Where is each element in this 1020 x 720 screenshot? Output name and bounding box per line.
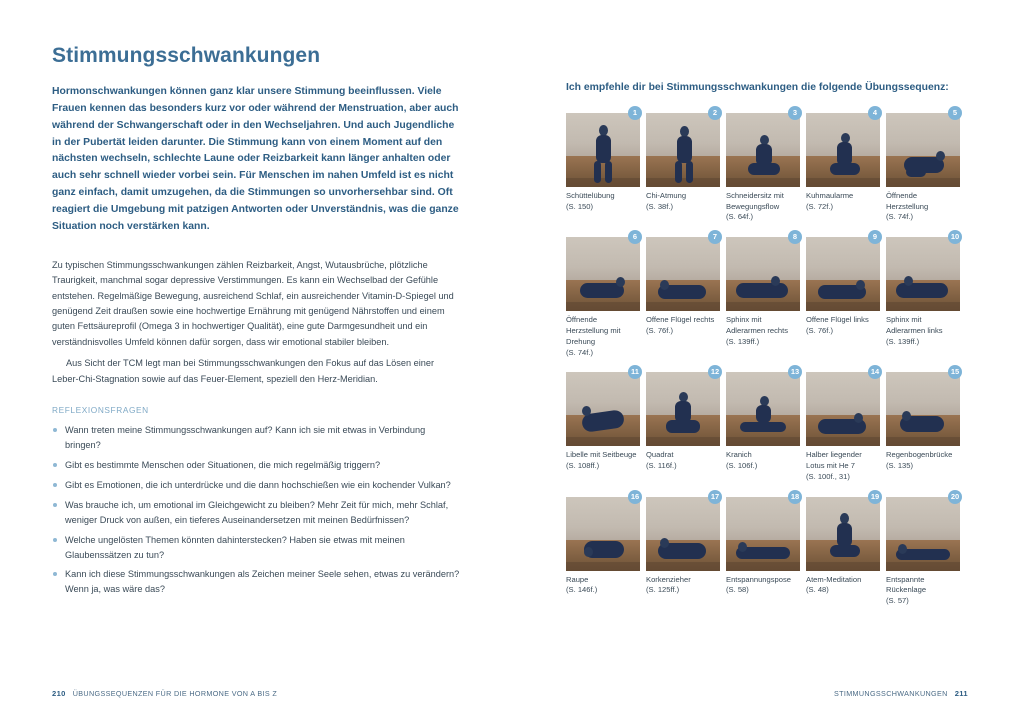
exercise-page-ref: (S. 76f.) — [806, 325, 834, 335]
exercise-number-badge: 3 — [788, 106, 802, 120]
exercise-page-ref: (S. 72f.) — [806, 201, 834, 211]
exercise-number-badge: 17 — [708, 490, 722, 504]
exercise-name: Atem-Meditation — [806, 574, 862, 584]
exercise-page-ref: (S. 57) — [886, 596, 909, 606]
exercise-caption — [646, 450, 720, 472]
exercise-number-badge: 12 — [708, 365, 722, 379]
exercise-thumbnail — [726, 367, 800, 446]
exercise-name: Raupe — [566, 574, 589, 584]
page-title: Stimmungsschwankungen — [52, 44, 321, 67]
exercise-caption — [566, 575, 640, 597]
exercise-page-ref: (S. 100f., 31) — [806, 471, 850, 481]
exercise-caption — [566, 450, 640, 472]
exercise-item — [806, 491, 886, 607]
exercise-thumbnail — [566, 232, 640, 311]
exercise-number-badge: 13 — [788, 365, 802, 379]
exercise-number-badge: 6 — [628, 230, 642, 244]
exercise-name: Kranich — [726, 450, 752, 460]
exercise-item — [806, 232, 886, 358]
exercise-item — [566, 232, 646, 358]
list-item: Welche ungelösten Themen könnten dahinterstecken? Haben sie etwas mit meinen Glaubenssätzen zu tun? — [52, 533, 462, 563]
exercise-caption — [806, 315, 880, 337]
exercise-item — [726, 107, 806, 223]
exercise-item — [886, 107, 966, 223]
exercise-page-ref: (S. 146f.) — [566, 585, 598, 595]
exercise-row — [566, 491, 966, 615]
exercise-name: Schüttelübung — [566, 190, 615, 200]
exercise-thumbnail — [566, 367, 640, 446]
exercise-name: Öffnende Herzstellung mit Drehung — [566, 315, 621, 346]
exercise-name: Sphinx mit Adlerarmen links — [886, 315, 943, 335]
exercise-number-badge: 5 — [948, 106, 962, 120]
exercise-number-badge: 2 — [708, 106, 722, 120]
exercise-page-ref: (S. 48) — [806, 585, 829, 595]
exercise-page-ref: (S. 116f.) — [646, 461, 677, 471]
exercise-item — [646, 232, 726, 358]
exercise-thumbnail — [886, 107, 960, 187]
footer-left — [52, 689, 277, 698]
exercise-number-badge: 8 — [788, 230, 802, 244]
exercise-item — [886, 367, 966, 482]
exercise-page-ref: (S. 74f.) — [566, 347, 594, 357]
exercise-number-badge: 15 — [948, 365, 962, 379]
exercise-number-badge: 11 — [628, 365, 642, 379]
exercise-number-badge: 7 — [708, 230, 722, 244]
exercise-name: Quadrat — [646, 450, 674, 460]
exercise-thumbnail — [886, 367, 960, 446]
exercise-caption — [886, 315, 960, 347]
exercise-thumbnail — [806, 107, 880, 187]
exercise-caption — [726, 575, 800, 597]
exercise-caption — [726, 191, 800, 223]
exercise-page-ref: (S. 135) — [886, 461, 914, 471]
exercise-item — [806, 367, 886, 482]
exercise-name: Offene Flügel links — [806, 315, 869, 325]
exercise-row — [566, 367, 966, 490]
lead-paragraph: Hormonschwankungen können ganz klar unsere Stimmung beeinflussen. Viele Frauen kennen das besonders kurz vor oder während der Menstruation, aber auch während der Schwangerschaft oder in den Wechseljahren. Und auch Jugendliche in der Pubertät leiden darunter. Die Stimmung kann von einem Moment auf den nächsten wechseln, schlechte Laune oder Reizbarkeit kann länger anhalten oder auch sehr schnell wieder vorbei sein. Für Menschen im nahen Umfeld ist es nicht ganz einfach, damit umzugehen, da die Stimmungen so unvorhersehbar sind. Oft reagiert die Umgebung mit patzigen Antworten oder Unverständnis, was die ganze Situation noch verstärken kann. — [52, 86, 459, 232]
exercise-number-badge: 14 — [868, 365, 882, 379]
sequence-intro: Ich empfehle dir bei Stimmungsschwankungen die folgende Übungssequenz: — [566, 82, 949, 93]
body-paragraph-2: Aus Sicht der TCM legt man bei Stimmungsschwankungen den Fokus auf das Lösen einer Leber-Chi-Stagnation sowie auf das Feuer-Element, speziell den Herz-Meridian. — [52, 358, 435, 384]
exercise-page-ref: (S. 108ff.) — [566, 461, 600, 471]
exercise-caption — [726, 450, 800, 472]
list-item: Gibt es Emotionen, die ich unterdrücke und die dann hochschießen wie ein kochender Vulkan? — [52, 478, 462, 493]
exercise-caption — [646, 575, 720, 597]
exercise-thumbnail — [646, 367, 720, 446]
exercise-caption — [646, 191, 720, 213]
exercise-page-ref: (S. 58) — [726, 585, 749, 595]
reflection-section-label: REFLEXIONSFRAGEN — [52, 405, 149, 416]
exercise-number-badge: 16 — [628, 490, 642, 504]
exercise-name: Entspannungspose — [726, 574, 792, 584]
exercise-caption — [726, 315, 800, 347]
exercise-page-ref: (S. 125ff.) — [646, 585, 680, 595]
list-item: Kann ich diese Stimmungsschwankungen als Zeichen meiner Seele sehen, etwas zu verändern? Wenn ja, was wäre das? — [52, 567, 462, 597]
list-item: Gibt es bestimmte Menschen oder Situationen, die mich regelmäßig triggern? — [52, 458, 462, 473]
exercise-item — [566, 367, 646, 482]
exercise-thumbnail — [806, 232, 880, 311]
exercise-name: Regenbogenbrücke — [886, 450, 953, 460]
exercise-caption — [806, 450, 880, 482]
exercise-thumbnail — [566, 107, 640, 187]
exercise-number-badge: 9 — [868, 230, 882, 244]
exercise-page-ref: (S. 150) — [566, 201, 594, 211]
exercise-caption — [806, 191, 880, 213]
exercise-number-badge: 19 — [868, 490, 882, 504]
exercise-page-ref: (S. 74f.) — [886, 212, 914, 222]
exercise-name: Libelle mit Seitbeuge — [566, 450, 637, 460]
exercise-thumbnail — [806, 367, 880, 446]
right-column — [566, 80, 966, 621]
body-paragraph-1: Zu typischen Stimmungsschwankungen zählen Reizbarkeit, Angst, Wutausbrüche, plötzliche Traurigkeit, manchmal sogar depressive Verstimmungen. Es kann ein Wechselbad der Gefühle entstehen. Regelmäßige Bewegung, ausreichend Schlaf, ein ausreichender Vitamin-D-Spiegel und genügend Zeit draußen sowie eine hochwertige Ernährung mit genügend Nährstoffen und einem guten Fettsäureprofil (Omega 3 in hochwertiger Qualität), eine gute Darmgesundheit und ein verständnisvolles Umfeld können dafür sorgen, dass wir emotional stabiler bleiben. — [52, 259, 454, 347]
exercise-item — [886, 232, 966, 358]
exercise-caption — [886, 575, 960, 607]
exercise-page-ref: (S. 76f.) — [646, 325, 674, 335]
exercise-thumbnail — [726, 232, 800, 311]
exercise-item — [566, 491, 646, 607]
exercise-caption — [566, 191, 640, 213]
exercise-page-ref: (S. 139ff.) — [726, 336, 760, 346]
exercise-caption — [646, 315, 720, 337]
exercise-thumbnail — [806, 491, 880, 571]
exercise-thumbnail — [886, 491, 960, 571]
exercise-number-badge: 10 — [948, 230, 962, 244]
list-item: Wann treten meine Stimmungsschwankungen auf? Kann ich sie mit etwas in Verbindung bringen? — [52, 423, 462, 453]
exercise-row — [566, 107, 966, 231]
exercise-name: Sphinx mit Adlerarmen rechts — [726, 315, 789, 335]
exercise-item — [726, 232, 806, 358]
exercise-number-badge: 1 — [628, 106, 642, 120]
exercise-name: Schneidersitz mit Bewegungsflow — [726, 190, 784, 211]
exercise-name: Offene Flügel rechts — [646, 315, 715, 325]
exercise-item — [646, 491, 726, 607]
exercise-item — [726, 367, 806, 482]
page-number-right: 211 — [954, 689, 968, 698]
exercise-page-ref: (S. 64f.) — [726, 212, 754, 222]
exercise-name: Korkenzieher — [646, 574, 691, 584]
exercise-thumbnail — [726, 107, 800, 187]
exercise-name: Öffnende Herzstellung — [886, 190, 929, 211]
left-column — [52, 44, 462, 602]
exercise-row — [566, 232, 966, 366]
exercise-item — [566, 107, 646, 223]
footer-right-text: STIMMUNGSSCHWANKUNGEN — [833, 689, 948, 698]
exercise-number-badge: 20 — [948, 490, 962, 504]
exercise-name: Entspannte Rückenlage — [886, 574, 927, 595]
footer-right — [834, 689, 968, 698]
exercise-caption — [886, 191, 960, 223]
exercise-number-badge: 4 — [868, 106, 882, 120]
exercise-thumbnail — [646, 491, 720, 571]
reflection-question-list — [52, 423, 462, 597]
list-item: Was brauche ich, um emotional im Gleichgewicht zu bleiben? Mehr Zeit für mich, mehr Schlaf, weniger Druck von außen, ein tieferes Auseinandersetzen mit meinen Bedürfnissen? — [52, 498, 462, 528]
exercise-caption — [806, 575, 880, 597]
exercise-item — [806, 107, 886, 223]
exercise-thumbnail — [726, 491, 800, 571]
exercise-item — [726, 491, 806, 607]
exercise-caption — [886, 450, 960, 472]
exercise-thumbnail — [566, 491, 640, 571]
exercise-name: Chi-Atmung — [646, 190, 687, 200]
page-number-left: 210 — [52, 689, 66, 698]
exercise-page-ref: (S. 106f.) — [726, 461, 758, 471]
footer-left-text: ÜBUNGSSEQUENZEN FÜR DIE HORMONE VON A BIS Z — [72, 689, 278, 698]
exercise-page-ref: (S. 139ff.) — [886, 336, 920, 346]
exercise-name: Halber liegender Lotus mit He 7 — [806, 450, 862, 471]
exercise-item — [886, 491, 966, 607]
exercise-thumbnail — [646, 232, 720, 311]
exercise-item — [646, 107, 726, 223]
exercise-page-ref: (S. 38f.) — [646, 201, 674, 211]
exercise-item — [646, 367, 726, 482]
exercise-thumbnail — [886, 232, 960, 311]
exercise-name: Kuhmaularme — [806, 190, 854, 200]
exercise-caption — [566, 315, 640, 358]
exercise-number-badge: 18 — [788, 490, 802, 504]
exercise-thumbnail — [646, 107, 720, 187]
